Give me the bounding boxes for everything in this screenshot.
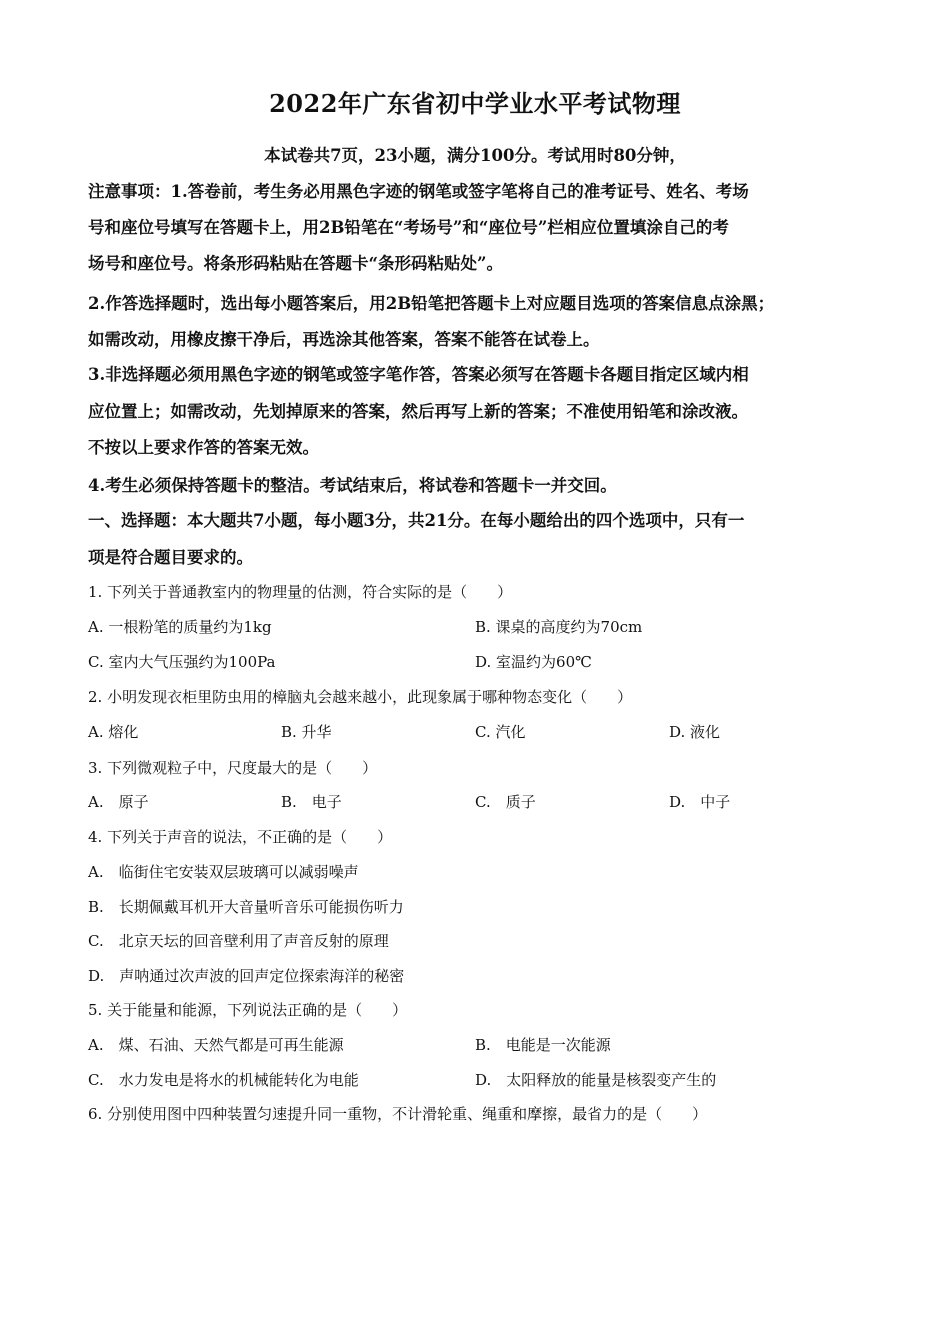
notice-line: 如需改动，用橡皮擦干净后，再选涂其他答案，答案不能答在试卷上。: [88, 330, 600, 349]
question-option: B. 电子: [281, 793, 342, 811]
question-option: A. 煤、石油、天然气都是可再生能源: [88, 1036, 344, 1054]
question-option: A. 临街住宅安装双层玻璃可以减弱噪声: [88, 863, 359, 881]
question-option: B. 课桌的高度约为70cm: [475, 618, 643, 636]
section-heading: 项是符合题目要求的。: [88, 548, 253, 567]
question-option: B. 电能是一次能源: [475, 1036, 611, 1054]
question-option: A. 原子: [88, 793, 149, 811]
question-option: C. 室内大气压强约为100Pa: [88, 653, 276, 671]
notice-line: 场号和座位号。将条形码粘贴在答题卡“条形码粘贴处”。: [88, 254, 503, 273]
exam-title: 2022年广东省初中学业水平考试物理: [269, 89, 681, 118]
notice-line: 2.作答选择题时，选出每小题答案后，用2B铅笔把答题卡上对应题目选项的答案信息点涂黑；: [88, 294, 775, 313]
question-stem: 6. 分别使用图中四种装置匀速提升同一重物，不计滑轮重、绳重和摩擦，最省力的是（ ）: [88, 1105, 708, 1123]
question-option: C. 质子: [475, 793, 536, 811]
question-option: A. 一根粉笔的质量约为1kg: [88, 618, 272, 636]
question-option: D. 太阳释放的能量是核裂变产生的: [475, 1071, 717, 1089]
question-option: D. 中子: [669, 793, 731, 811]
question-option: B. 升华: [281, 723, 332, 741]
question-stem: 1. 下列关于普通教室内的物理量的估测，符合实际的是（ ）: [88, 583, 513, 601]
notice-line: 应位置上；如需改动，先划掉原来的答案，然后再写上新的答案；不准使用铅笔和涂改液。: [88, 402, 748, 421]
question-option: D. 液化: [669, 723, 721, 741]
question-option: D. 声呐通过次声波的回声定位探索海洋的秘密: [88, 967, 405, 985]
question-stem: 5. 关于能量和能源，下列说法正确的是（ ）: [88, 1001, 408, 1019]
notice-line: 3.非选择题必须用黑色字迹的钢笔或签字笔作答，答案必须写在答题卡各题目指定区域内相: [88, 365, 749, 384]
question-stem: 3. 下列微观粒子中，尺度最大的是（ ）: [88, 759, 378, 777]
exam-subtitle: 本试卷共7页，23小题，满分100分。考试用时80分钟，: [264, 146, 686, 165]
question-option: C. 水力发电是将水的机械能转化为电能: [88, 1071, 359, 1089]
question-option: B. 长期佩戴耳机开大音量听音乐可能损伤听力: [88, 898, 404, 916]
question-stem: 4. 下列关于声音的说法，不正确的是（ ）: [88, 828, 393, 846]
notice-line: 不按以上要求作答的答案无效。: [88, 438, 319, 457]
notice-line: 注意事项：1.答卷前，考生务必用黑色字迹的钢笔或签字笔将自己的准考证号、姓名、考场: [88, 182, 749, 201]
section-heading: 一、选择题：本大题共7小题，每小题3分，共21分。在每小题给出的四个选项中，只有一: [88, 511, 745, 530]
question-option: C. 汽化: [475, 723, 526, 741]
notice-line: 号和座位号填写在答题卡上，用2B铅笔在“考场号”和“座位号”栏相应位置填涂自己的考: [88, 218, 729, 237]
question-option: A. 熔化: [88, 723, 139, 741]
question-stem: 2. 小明发现衣柜里防虫用的樟脑丸会越来越小，此现象属于哪种物态变化（ ）: [88, 688, 633, 706]
notice-line: 4.考生必须保持答题卡的整洁。考试结束后，将试卷和答题卡一并交回。: [88, 476, 617, 495]
question-option: D. 室温约为60℃: [475, 653, 592, 671]
question-option: C. 北京天坛的回音壁利用了声音反射的原理: [88, 932, 389, 950]
